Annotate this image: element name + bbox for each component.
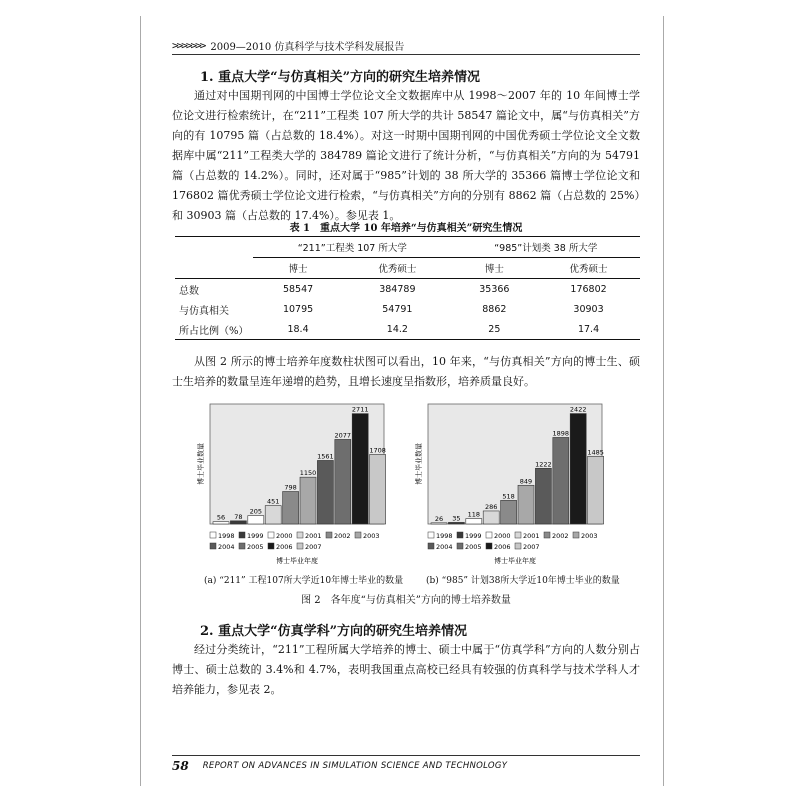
- legend-label: 2005: [247, 543, 264, 551]
- chart-bar: [588, 456, 604, 524]
- table-cell: 384789: [379, 283, 416, 295]
- legend-swatch: [457, 543, 463, 549]
- legend-label: 2004: [218, 543, 235, 551]
- bar-value-label: 1150: [299, 469, 317, 478]
- chart-bar: [553, 437, 569, 524]
- table-subheader-row: [175, 258, 640, 279]
- legend-swatch: [268, 532, 274, 538]
- running-header: [172, 36, 640, 55]
- table-cell: 10795: [282, 303, 314, 315]
- chart-b: [414, 396, 614, 568]
- row-label: 总数: [179, 285, 199, 297]
- bar-value-label: 1708: [369, 446, 386, 455]
- legend-swatch: [544, 532, 550, 538]
- figure-caption-b: (b) “985” 计划38所大学近10年博士毕业的数量: [426, 576, 620, 586]
- chart-bar: [466, 519, 482, 524]
- legend-swatch: [326, 532, 332, 538]
- legend-swatch: [515, 532, 521, 538]
- bar-value-label: 78: [234, 512, 243, 521]
- chart-bar: [448, 522, 464, 524]
- section1-paragraph1: 通过对中国期刊网的中国博士学位论文全文数据库中从 1998～2007 年的 10 年间博士学位论文进行检索统计，在“211”工程类 107 所大学的共计 58547 篇论文中，属“与仿真相关”方向的有 10795 篇（占总数的 18.4%）。对这一时期中国期刊网的中国优秀硕士学位论文全文数据库中属“211”工程类大学的 384789 篇论文进行了统计分析，“与仿真相关”方向的为 54791 篇（占总数的 14.2%）。同时，还对属于“985”计划的 38 所大学的 35366 篇博士学位论文和 176802 篇优秀硕士学位论文进行检索，“与仿真相关”方向的分别有 8862 篇（占总数的 25%）和 30903 篇（占总数的 17.4%）。参见表 1。: [172, 89, 640, 222]
- table-cell: 8862: [482, 303, 507, 315]
- legend-label: 2004: [436, 543, 453, 551]
- header-title: 2009—2010 仿真科学与技术学科发展报告: [210, 41, 405, 53]
- bar-value-label: 35: [452, 514, 461, 523]
- legend-swatch: [239, 532, 245, 538]
- chart-bar: [431, 523, 447, 524]
- chart-bar: [518, 485, 534, 524]
- chart-bar: [317, 460, 333, 524]
- legend-label: 2001: [305, 532, 322, 540]
- legend-swatch: [210, 543, 216, 549]
- chart-a-container: [196, 396, 396, 572]
- section1-paragraph2: 从图 2 所示的博士培养年度数柱状图可以看出，10 年来，“与仿真相关”方向的博士生、硕士生培养的数量呈连年递增的趋势，且增长速度呈指数形，培养质量良好。: [172, 355, 640, 388]
- legend-swatch: [239, 543, 245, 549]
- x-axis-label: 博士毕业年度: [276, 557, 318, 565]
- bar-value-label: 56: [216, 513, 226, 522]
- group-985-header: “985”计划类 38 所大学: [452, 237, 640, 258]
- legend-swatch: [428, 543, 434, 549]
- legend-label: 2002: [552, 532, 569, 540]
- legend-swatch: [268, 543, 274, 549]
- bar-value-label: 798: [284, 483, 297, 492]
- legend-label: 2002: [334, 532, 351, 540]
- legend-label: 1998: [218, 532, 235, 540]
- legend-label: 1999: [247, 532, 264, 540]
- table-header-row: [175, 237, 640, 258]
- bar-value-label: 451: [266, 497, 280, 506]
- legend-swatch: [486, 543, 492, 549]
- bar-value-label: 2711: [351, 405, 369, 414]
- section1-heading: 1. 重点大学“与仿真相关”方向的研究生培养情况: [200, 70, 481, 85]
- chart-bar: [230, 521, 246, 524]
- table1: [175, 236, 640, 340]
- legend-swatch: [210, 532, 216, 538]
- sub-header: 博士: [253, 258, 343, 279]
- bar-value-label: 1485: [587, 448, 604, 457]
- legend-label: 2003: [363, 532, 380, 540]
- bar-value-label: 1561: [317, 452, 334, 461]
- chart-b-container: [414, 396, 614, 572]
- bar-value-label: 2422: [569, 405, 587, 414]
- table-cell: 18.4: [253, 319, 343, 340]
- legend-swatch: [486, 532, 492, 538]
- chart-bar: [570, 414, 586, 524]
- chart-bar: [483, 511, 499, 524]
- table-row: [175, 299, 640, 319]
- legend-label: 2000: [494, 532, 511, 540]
- bar-value-label: 518: [502, 492, 515, 501]
- bar-value-label: 1898: [552, 429, 570, 438]
- chart-bar: [535, 468, 551, 524]
- row-label: 与仿真相关: [179, 305, 229, 317]
- legend-swatch: [355, 532, 361, 538]
- bar-value-label: 118: [467, 510, 481, 519]
- legend-swatch: [573, 532, 579, 538]
- x-axis-label: 博士毕业年度: [494, 557, 536, 565]
- table-cell: 35366: [479, 283, 510, 295]
- legend-label: 2007: [523, 543, 540, 551]
- legend-label: 2000: [276, 532, 293, 540]
- legend-swatch: [515, 543, 521, 549]
- chart-a: [196, 396, 396, 568]
- bar-value-label: 286: [484, 502, 498, 511]
- legend-label: 1999: [465, 532, 482, 540]
- y-axis-label: 博士毕业数量: [197, 443, 205, 485]
- bar-value-label: 1222: [535, 460, 552, 469]
- footer-text: REPORT ON ADVANCES IN SIMULATION SCIENCE AND TECHNOLOGY: [202, 761, 508, 771]
- legend-label: 2006: [276, 543, 293, 551]
- legend-swatch: [297, 532, 303, 538]
- chevron-decoration-icon: >>>>>>>: [172, 38, 205, 52]
- chart-bar: [352, 414, 368, 524]
- table-cell: 176802: [570, 283, 607, 295]
- chart-bar: [213, 522, 229, 524]
- chart-bar: [370, 454, 386, 524]
- figure2-title: 图 2 各年度“与仿真相关”方向的博士培养数量: [301, 595, 511, 606]
- legend-label: 2001: [523, 532, 540, 540]
- bar-value-label: 205: [249, 507, 263, 516]
- page-number: 58: [172, 759, 189, 773]
- chart-bar: [501, 500, 517, 524]
- bar-value-label: 2077: [334, 431, 352, 440]
- bar-value-label: 26: [434, 514, 444, 523]
- table-cell: 25: [452, 319, 537, 340]
- table-row: [175, 319, 640, 340]
- chart-bar: [300, 477, 316, 524]
- page-footer: [172, 755, 640, 776]
- chart-bar: [335, 439, 351, 524]
- y-axis-label: 博士毕业数量: [415, 443, 423, 485]
- legend-swatch: [297, 543, 303, 549]
- group-211-header: “211”工程类 107 所大学: [253, 237, 452, 258]
- row-label: 所占比例（%）: [175, 319, 253, 340]
- table1-caption: 表 1 重点大学 10 年培养“与仿真相关”研究生情况: [289, 223, 523, 234]
- figure-caption-a: (a) “211” 工程107所大学近10年博士毕业的数量: [204, 576, 404, 586]
- legend-label: 2006: [494, 543, 511, 551]
- table-cell: 30903: [573, 303, 604, 315]
- table-cell: 58547: [282, 283, 314, 295]
- table-cell: 17.4: [537, 319, 640, 340]
- table-cell: 54791: [382, 303, 413, 315]
- sub-header: 优秀硕士: [537, 258, 640, 279]
- sub-header: 优秀硕士: [343, 258, 452, 279]
- table-cell: 14.2: [343, 319, 452, 340]
- section2-heading: 2. 重点大学“仿真学科”方向的研究生培养情况: [200, 624, 468, 639]
- legend-swatch: [457, 532, 463, 538]
- legend-label: 2005: [465, 543, 482, 551]
- legend-label: 2007: [305, 543, 322, 551]
- chart-bar: [265, 506, 281, 524]
- chart-bar: [283, 492, 299, 524]
- legend-swatch: [428, 532, 434, 538]
- table-row: [175, 279, 640, 300]
- section2-paragraph: 经过分类统计，“211”工程所属大学培养的博士、硕士中属于“仿真学科”方向的人数分别占博士、硕士总数的 3.4%和 4.7%，表明我国重点高校已经具有较强的仿真科学与技术学科人才培养能力，参见表 2。: [172, 643, 640, 696]
- legend-label: 1998: [436, 532, 453, 540]
- bar-value-label: 849: [519, 477, 533, 486]
- legend-label: 2003: [581, 532, 598, 540]
- sub-header: 博士: [452, 258, 537, 279]
- chart-bar: [248, 516, 264, 524]
